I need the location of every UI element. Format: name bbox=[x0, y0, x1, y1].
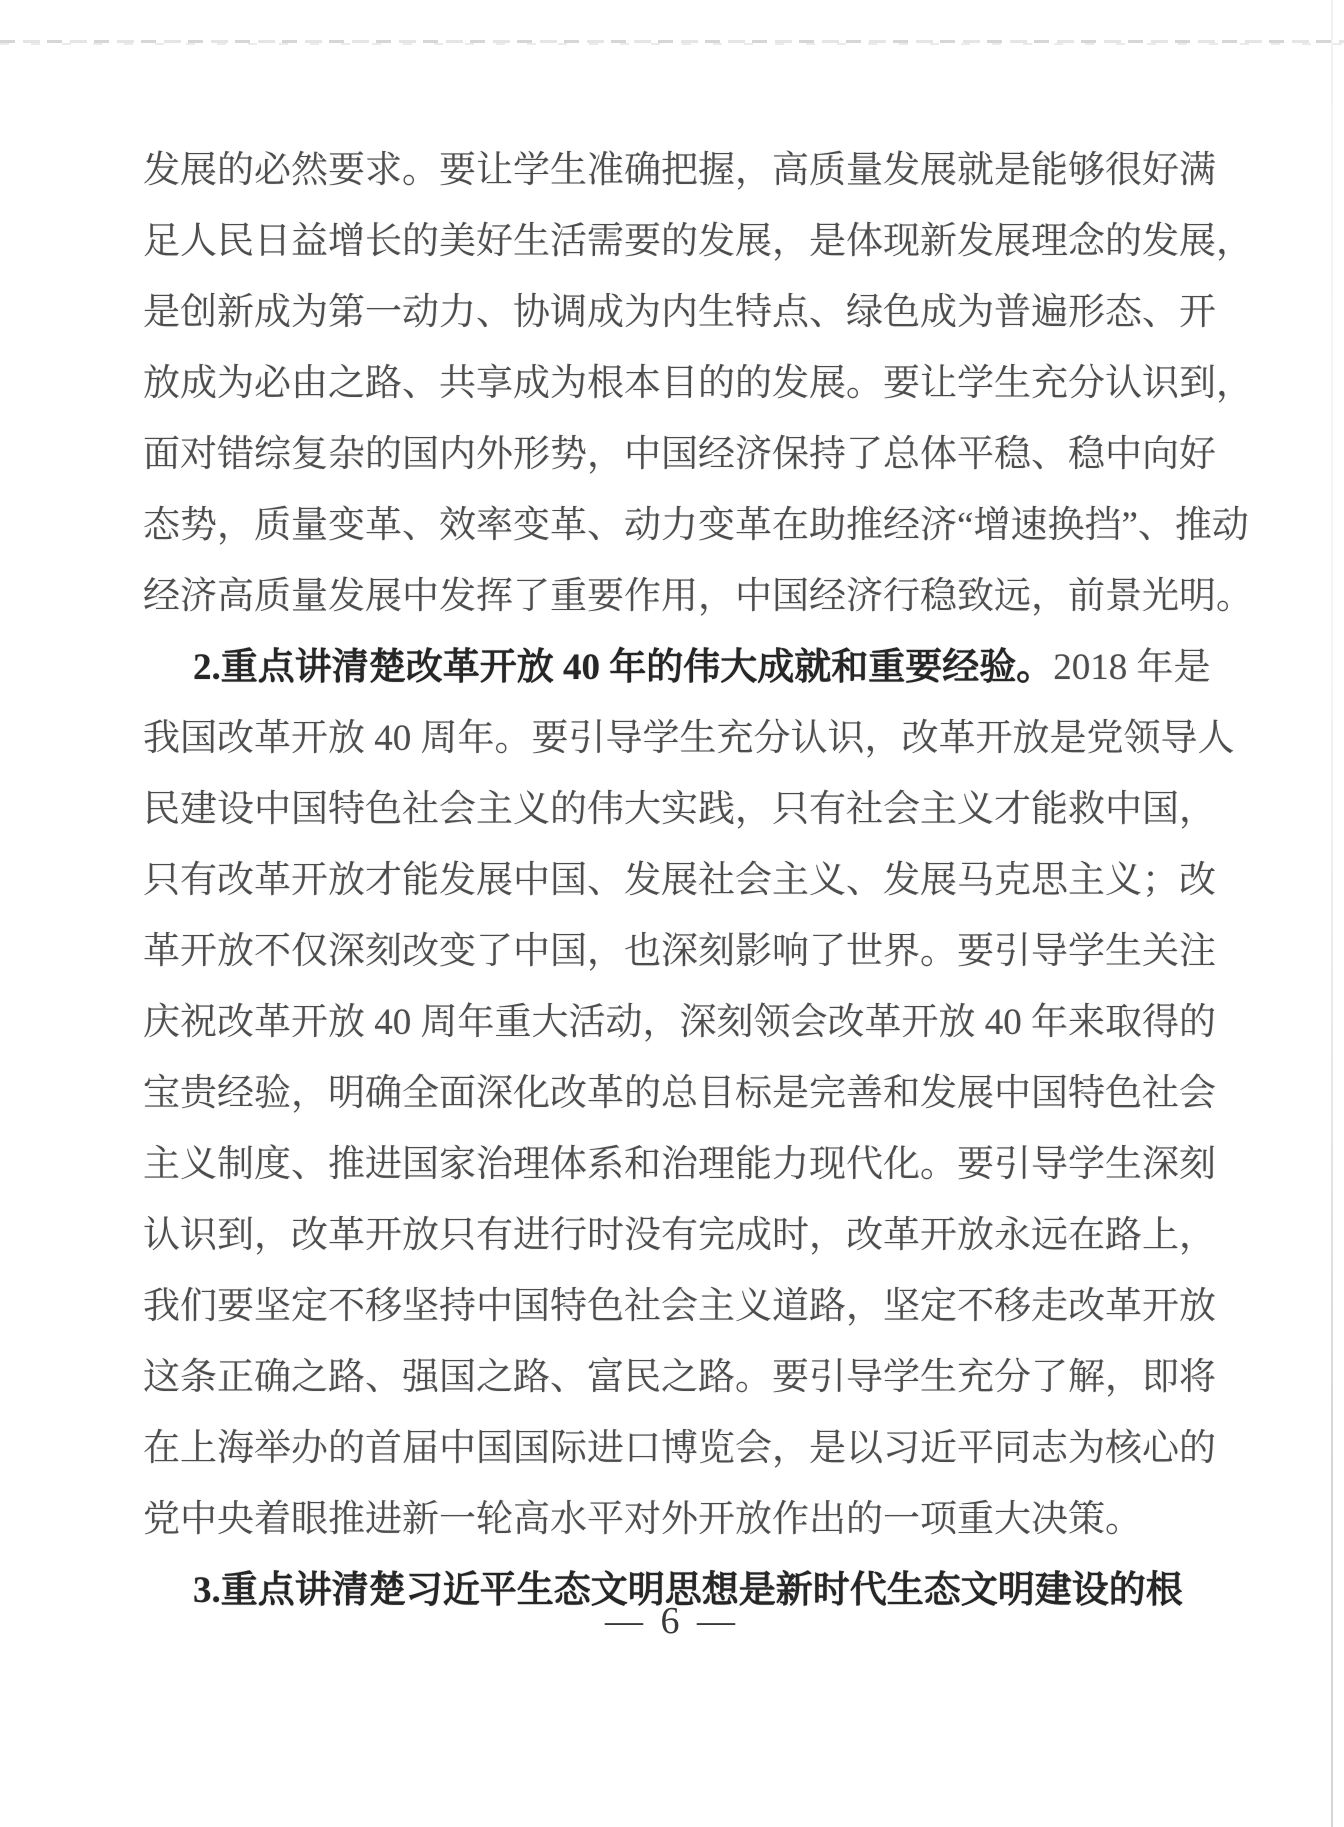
scan-artifact-edge-line bbox=[1331, 0, 1333, 1827]
text-line: 这 条 正 确 之 路 、 强 国 之 路 、 富 民 之 路 。 要 引 导 学 生 充 分 了 解 ， 即 将 bbox=[143, 1357, 1216, 1398]
text-line: 面 对 错 综 复 杂 的 国 内 外 形 势 ， 中 国 经 济 保 持 了 总 体 平 稳 、 稳 中 向 好 bbox=[143, 434, 1216, 475]
text-line: 足 人 民 日 益 增 长 的 美 好 生 活 需 要 的 发 展 ， 是 体 现 新 发 展 理 念 的 发 展 ， bbox=[143, 221, 1253, 262]
text-line: 我 们 要 坚 定 不 移 坚 持 中 国 特 色 社 会 主 义 道 路 ， 坚 定 不 移 走 改 革 开 放 bbox=[143, 1286, 1216, 1327]
text-line: 主 义 制 度 、 推 进 国 家 治 理 体 系 和 治 理 能 力 现 代 化 。 要 引 导 学 生 深 刻 bbox=[143, 1144, 1216, 1185]
section-2-heading-line: 2. 重 点 讲 清 楚 改 革 开 放 40 年 的 伟 大 成 就 和 重 要 经 验 。 2018 年 是 bbox=[193, 647, 1211, 688]
text-line: 放 成 为 必 由 之 路 、 共 享 成 为 根 本 目 的 的 发 展 。 要 让 学 生 充 分 认 识 到 ， bbox=[143, 363, 1253, 404]
text-line: 经 济 高 质 量 发 展 中 发 挥 了 重 要 作 用 ， 中 国 经 济 行 稳 致 远 ， 前 景 光 明 。 bbox=[143, 576, 1253, 617]
text-line: 态 势 ， 质 量 变 革 、 效 率 变 革 、 动 力 变 革 在 助 推 经 济 “ 增 速 换 挡 ” 、 推 动 bbox=[143, 505, 1249, 546]
text-line: 宝 贵 经 验 ， 明 确 全 面 深 化 改 革 的 总 目 标 是 完 善 和 发 展 中 国 特 色 社 会 bbox=[143, 1073, 1216, 1114]
text-line: 我 国 改 革 开 放 40 周 年 。 要 引 导 学 生 充 分 认 识 ， 改 革 开 放 是 党 领 导 人 bbox=[143, 718, 1235, 759]
text-line: 在 上 海 举 办 的 首 届 中 国 国 际 进 口 博 览 会 ， 是 以 习 近 平 同 志 为 核 心 的 bbox=[143, 1428, 1216, 1469]
page-number: — 6 — bbox=[605, 1600, 739, 1642]
text-line: 民 建 设 中 国 特 色 社 会 主 义 的 伟 大 实 践 ， 只 有 社 会 主 义 才 能 救 中 国 ， bbox=[143, 789, 1216, 830]
text-line: 是 创 新 成 为 第 一 动 力 、 协 调 成 为 内 生 特 点 、 绿 色 成 为 普 遍 形 态 、 开 bbox=[143, 292, 1216, 333]
scan-artifact-dashed-line-2 bbox=[0, 43, 1344, 45]
text-line-paragraph-end: 党 中 央 着 眼 推 进 新 一 轮 高 水 平 对 外 开 放 作 出 的 一 项 重 大 决 策 。 bbox=[143, 1499, 1142, 1540]
text-line: 庆 祝 改 革 开 放 40 周 年 重 大 活 动 ， 深 刻 领 会 改 革 开 放 40 年 来 取 得 的 bbox=[143, 1002, 1216, 1043]
text-line: 只 有 改 革 开 放 才 能 发 展 中 国 、 发 展 社 会 主 义 、 发 展 马 克 思 主 义 ； 改 bbox=[143, 860, 1216, 901]
text-line: 革 开 放 不 仅 深 刻 改 变 了 中 国 ， 也 深 刻 影 响 了 世 界 。 要 引 导 学 生 关 注 bbox=[143, 931, 1216, 972]
section-3-heading-line: 3. 重 点 讲 清 楚 习 近 平 生 态 文 明 思 想 是 新 时 代 生 态 文 明 建 设 的 根 bbox=[193, 1570, 1183, 1611]
text-line: 发 展 的 必 然 要 求 。 要 让 学 生 准 确 把 握 ， 高 质 量 发 展 就 是 能 够 很 好 满 bbox=[143, 150, 1216, 191]
text-block bbox=[143, 135, 1253, 1626]
text-line: 认 识 到 ， 改 革 开 放 只 有 进 行 时 没 有 完 成 时 ， 改 革 开 放 永 远 在 路 上 ， bbox=[143, 1215, 1216, 1256]
